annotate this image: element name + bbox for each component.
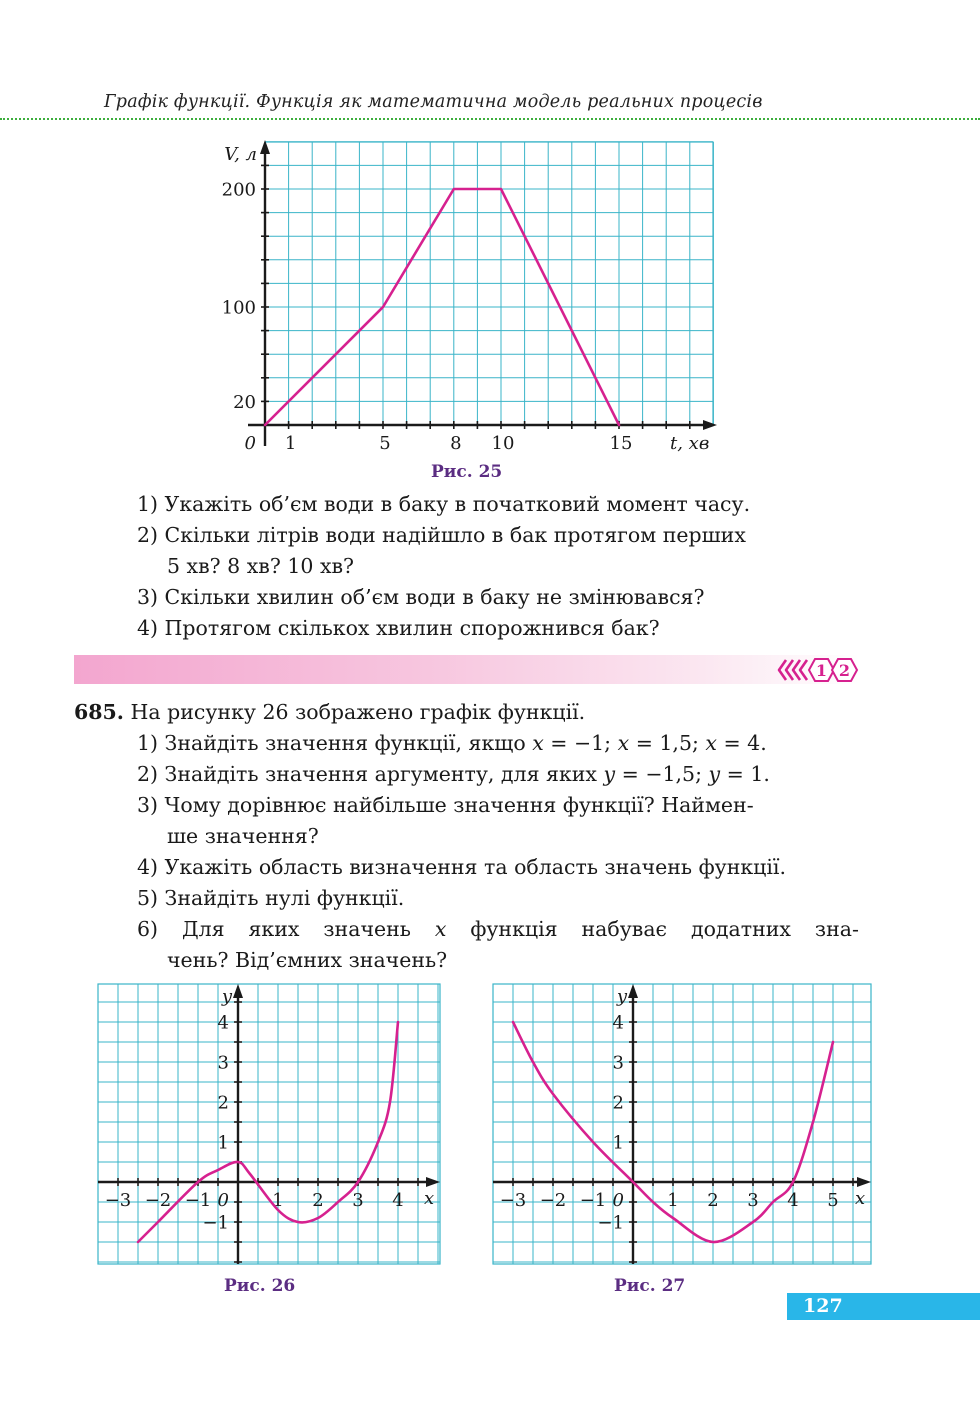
x-tick-label: −3 [104, 1190, 132, 1211]
y-tick-label: 100 [221, 297, 256, 319]
figure-26-chart [90, 980, 450, 1270]
x-axis-arrow-icon [857, 1177, 871, 1187]
subquestion-text: = 1. [720, 762, 770, 786]
y-tick-label: 2 [612, 1092, 624, 1114]
origin-label: 0 [244, 433, 256, 454]
subquestion-text-continued: ше значення? [167, 824, 319, 848]
x-axis-arrow-icon [703, 420, 717, 430]
x-tick-label: −2 [144, 1190, 172, 1211]
x-tick-label: 1 [284, 433, 297, 454]
y-tick-label: 2 [217, 1092, 229, 1114]
y-axis-label: y [616, 986, 627, 1007]
x-tick-label: 4 [787, 1190, 799, 1211]
y-tick-label: 3 [612, 1052, 624, 1074]
variable-x: x [617, 731, 630, 755]
problem-statement: На рисунку 26 зображено графік функції. [130, 700, 586, 724]
y-axis-arrow-icon [628, 984, 638, 998]
y-tick-label: 1 [612, 1132, 624, 1154]
chevrons-icon [779, 660, 807, 680]
figure-26-caption: Рис. 26 [224, 1276, 296, 1296]
x-tick-label: 3 [352, 1190, 364, 1211]
question-text: 2) Скільки літрів води надійшло в бак протягом перших [137, 523, 746, 547]
x-tick-label: −2 [539, 1190, 567, 1211]
x-tick-label: −1 [184, 1190, 212, 1211]
page-number-tab: 127 [787, 1293, 980, 1320]
subquestion-6-continued [137, 945, 859, 976]
x-tick-label: 5 [379, 433, 391, 454]
y-tick-label: 20 [233, 391, 256, 413]
running-header: Графік функції. Функція як математична модель реальних процесів [104, 92, 763, 112]
word: додатних [690, 917, 791, 941]
y-tick-label: 4 [612, 1012, 624, 1034]
word: значень [323, 917, 411, 941]
figure-27-caption: Рис. 27 [614, 1276, 686, 1296]
x-tick-label: 10 [491, 433, 515, 454]
question-item: 3) Скільки хвилин об’єм води в баку не змінювався? [137, 585, 705, 609]
y-tick-label: 3 [217, 1052, 229, 1074]
subquestion-5: 5) Знайдіть нулі функції. [137, 886, 405, 910]
subquestion-text: 1) Знайдіть значення функції, якщо [137, 731, 533, 755]
y-tick-label: 4 [217, 1012, 229, 1034]
subquestion-text: 3) Чому дорівнює найбільше значення функції? Наймен- [137, 793, 754, 817]
difficulty-level-badge [777, 657, 861, 683]
y-tick-label: −1 [597, 1212, 624, 1234]
difficulty-level-band [74, 655, 860, 684]
question-item [137, 520, 857, 582]
x-axis-label: x [424, 1188, 435, 1209]
y-axis-arrow-icon [233, 984, 243, 998]
subquestion-text: = 4. [716, 731, 767, 755]
word: функція [470, 917, 558, 941]
level-number: 1 [815, 661, 828, 680]
word: 6) [137, 917, 159, 941]
variable-y: y [603, 762, 616, 786]
question-item: 1) Укажіть об’єм води в баку в початковий момент часу. [137, 492, 751, 516]
y-tick-label: 200 [221, 179, 256, 201]
x-axis-label: t, хв [670, 433, 710, 454]
origin-label: 0 [217, 1190, 229, 1211]
level-number: 2 [838, 661, 851, 680]
header-dotted-rule [0, 118, 980, 120]
variable-x: x [705, 731, 717, 755]
y-tick-label: −1 [202, 1212, 229, 1234]
problem-685-subquestions [137, 728, 859, 976]
word: набуває [581, 917, 668, 941]
x-tick-label: 1 [272, 1190, 284, 1211]
problem-685 [74, 697, 864, 728]
word: зна- [814, 917, 859, 941]
figure-25-questions [137, 489, 857, 644]
x-tick-label: 15 [609, 433, 633, 454]
x-axis-label: x [855, 1188, 866, 1209]
figure-25-chart [200, 138, 730, 463]
x-tick-label: −1 [579, 1190, 607, 1211]
problem-number: 685. [74, 700, 124, 724]
figure-25-caption: Рис. 25 [431, 462, 503, 482]
question-text-continued: 5 хв? 8 хв? 10 хв? [167, 554, 355, 578]
y-axis-label: y [221, 986, 232, 1007]
subquestion-text-continued: чень? Від’ємних значень? [167, 948, 448, 972]
variable-x: x [532, 731, 544, 755]
variable-x: x [434, 917, 447, 941]
x-tick-label: 4 [392, 1190, 404, 1211]
x-tick-label: 5 [827, 1190, 839, 1211]
subquestion-3 [137, 790, 859, 852]
variable-y: y [708, 762, 721, 786]
subquestion-6 [137, 914, 859, 945]
word: Для [181, 917, 225, 941]
y-axis-label: V, л [224, 144, 257, 165]
word: яких [248, 917, 300, 941]
subquestion-4: 4) Укажіть область визначення та область значень функції. [137, 855, 786, 879]
subquestion-text: 2) Знайдіть значення аргументу, для яких [137, 762, 604, 786]
subquestion-text: = −1; [543, 731, 618, 755]
y-tick-label: 1 [217, 1132, 229, 1154]
subquestion-text: = 1,5; [629, 731, 706, 755]
subquestion-text: = −1,5; [615, 762, 709, 786]
origin-label: 0 [612, 1190, 624, 1211]
subquestion-2 [137, 759, 859, 790]
question-item: 4) Протягом скількох хвилин спорожнився бак? [137, 616, 660, 640]
x-tick-label: 8 [450, 433, 462, 454]
x-tick-label: 3 [747, 1190, 759, 1211]
x-tick-label: −3 [499, 1190, 527, 1211]
subquestion-1 [137, 728, 859, 759]
x-tick-label: 1 [667, 1190, 679, 1211]
x-tick-label: 2 [312, 1190, 324, 1211]
x-tick-label: 2 [707, 1190, 719, 1211]
figure-27-chart [485, 980, 877, 1270]
